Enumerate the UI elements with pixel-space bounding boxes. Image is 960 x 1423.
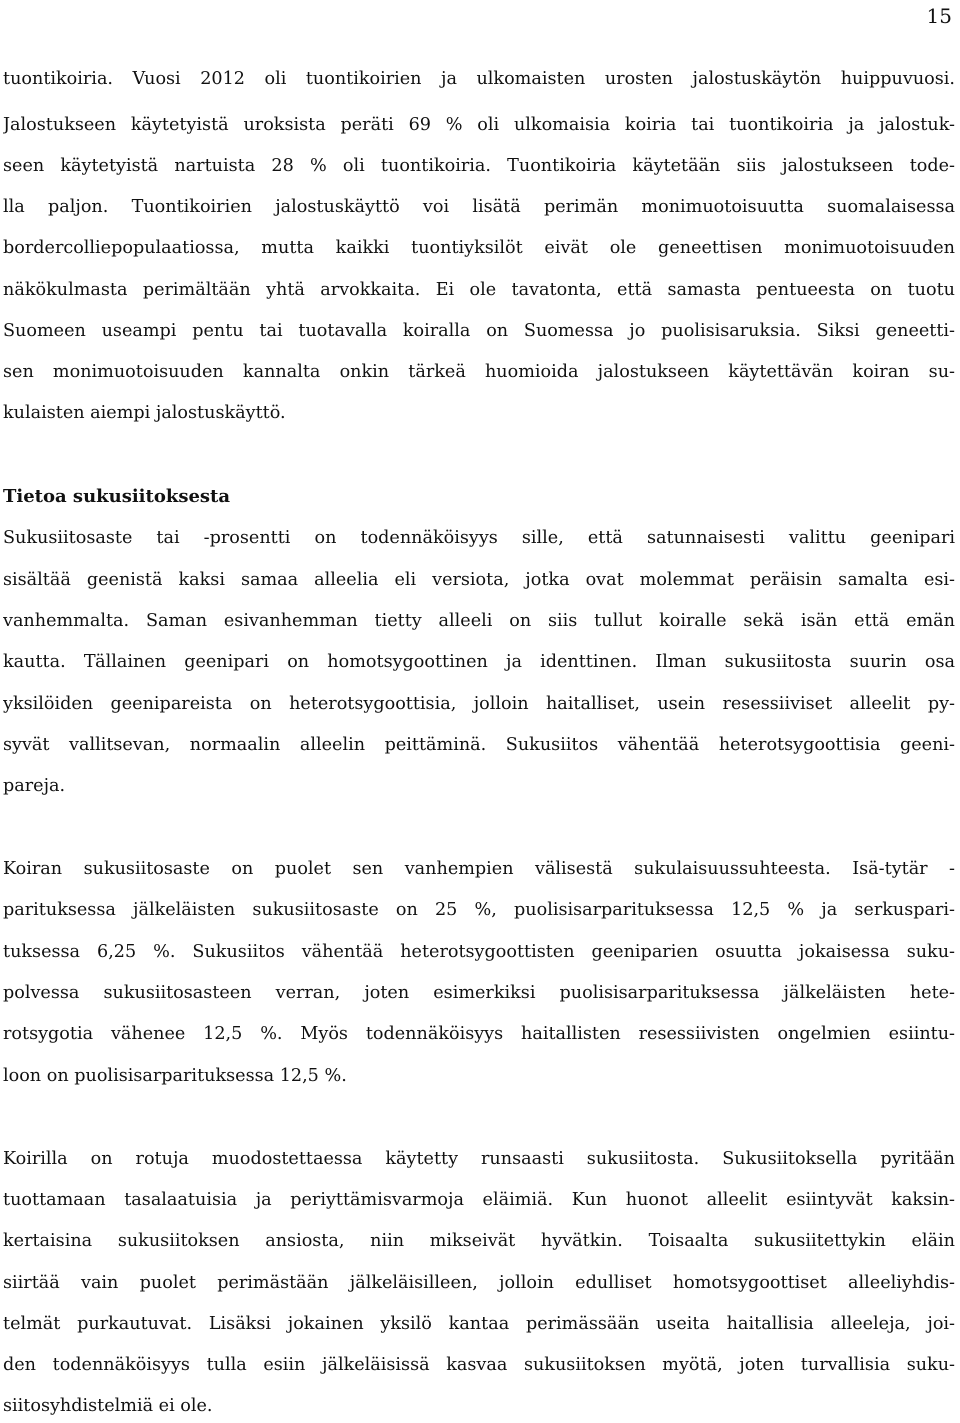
paragraph-3-line-2: parituksessa jälkeläisten sukusiitosaste on 25 %, puolisisarparituksessa 12,5 % ja serkuspari- bbox=[3, 900, 955, 920]
paragraph-2-line-6: syvät vallitsevan, normaalin alleelin peittäminä. Sukusiitos vähentää heterotsygoottisia geeni- bbox=[3, 735, 955, 755]
paragraph-1-line-1: tuontikoiria. Vuosi 2012 oli tuontikoirien ja ulkomaisten urosten jalostuskäytön huippuvuosi. bbox=[3, 69, 955, 89]
paragraph-3-line-3: tuksessa 6,25 %. Sukusiitos vähentää heterotsygoottisten geeniparien osuutta jokaisessa suku- bbox=[3, 942, 955, 962]
paragraph-3-line-5: rotsygotia vähenee 12,5 %. Myös todennäköisyys haitallisten resessiivisten ongelmien esiintu- bbox=[3, 1024, 955, 1044]
paragraph-1-line-8: sen monimuotoisuuden kannalta onkin tärkeä huomioida jalostukseen käytettävän koiran su- bbox=[3, 362, 955, 382]
paragraph-1-line-5: bordercolliepopulaatiossa, mutta kaikki tuontiyksilöt eivät ole geneettisen monimuotoisuuden bbox=[3, 238, 955, 258]
paragraph-4-line-2: tuottamaan tasalaatuisia ja periyttämisvarmoja eläimiä. Kun huonot alleelit esiintyvät kaksin- bbox=[3, 1190, 955, 1210]
paragraph-1-line-6: näkökulmasta perimältään yhtä arvokkaita. Ei ole tavatonta, että samasta pentueesta on tuotu bbox=[3, 280, 955, 300]
paragraph-1-line-3: seen käytetyistä nartuista 28 % oli tuontikoiria. Tuontikoiria käytetään siis jalostukseen tode- bbox=[3, 156, 955, 176]
paragraph-4-line-1: Koirilla on rotuja muodostettaessa käytetty runsaasti sukusiitosta. Sukusiitoksella pyritään bbox=[3, 1149, 955, 1169]
paragraph-3-line-6: loon on puolisisarparituksessa 12,5 %. bbox=[3, 1066, 347, 1086]
paragraph-4-line-3: kertaisina sukusiitoksen ansiosta, niin mikseivät hyvätkin. Toisaalta sukusiitettykin eläin bbox=[3, 1231, 955, 1251]
paragraph-4-line-5: telmät purkautuvat. Lisäksi jokainen yksilö kantaa perimässään useita haitallisia alleeleja, joi- bbox=[3, 1314, 955, 1334]
paragraph-1-line-9: kulaisten aiempi jalostuskäyttö. bbox=[3, 403, 286, 423]
paragraph-2-line-3: vanhemmalta. Saman esivanhemman tietty alleeli on siis tullut koiralle sekä isän että emän bbox=[3, 611, 955, 631]
paragraph-3-line-4: polvessa sukusiitosasteen verran, joten esimerkiksi puolisisarparituksessa jälkeläisten hete- bbox=[3, 983, 955, 1003]
paragraph-2-line-7: pareja. bbox=[3, 776, 66, 796]
paragraph-2-line-1: Sukusiitosaste tai -prosentti on todennäköisyys sille, että satunnaisesti valittu geenipari bbox=[3, 528, 955, 548]
paragraph-1-line-4: lla paljon. Tuontikoirien jalostuskäyttö voi lisätä perimän monimuotoisuutta suomalaisessa bbox=[3, 197, 955, 217]
paragraph-3-line-1: Koiran sukusiitosaste on puolet sen vanhempien välisestä sukulaisuussuhteesta. Isä-tytär - bbox=[3, 859, 955, 879]
paragraph-1-line-7: Suomeen useampi pentu tai tuotavalla koiralla on Suomessa jo puolisisaruksia. Siksi geneetti- bbox=[3, 321, 955, 341]
paragraph-2-line-5: yksilöiden geenipareista on heterotsygoottisia, jolloin haitalliset, usein resessiiviset alleelit py- bbox=[3, 694, 955, 714]
section-heading: Tietoa sukusiitoksesta bbox=[3, 486, 231, 507]
paragraph-2-line-4: kautta. Tällainen geenipari on homotsygoottinen ja identtinen. Ilman sukusiitosta suurin osa bbox=[3, 652, 955, 672]
paragraph-1-line-2: Jalostukseen käytetyistä uroksista peräti 69 % oli ulkomaisia koiria tai tuontikoiria ja jalostuk- bbox=[3, 115, 955, 135]
paragraph-4-line-7: siitosyhdistelmiä ei ole. bbox=[3, 1396, 213, 1416]
paragraph-4-line-6: den todennäköisyys tulla esiin jälkeläisissä kasvaa sukusiitoksen myötä, joten turvallisia suku- bbox=[3, 1355, 955, 1375]
page-number: 15 bbox=[926, 4, 952, 28]
paragraph-4-line-4: siirtää vain puolet perimästään jälkeläisilleen, jolloin edulliset homotsygoottiset alleeliyhdis- bbox=[3, 1273, 955, 1293]
paragraph-2-line-2: sisältää geenistä kaksi samaa alleelia eli versiota, jotka ovat molemmat peräisin samalta esi- bbox=[3, 570, 955, 590]
